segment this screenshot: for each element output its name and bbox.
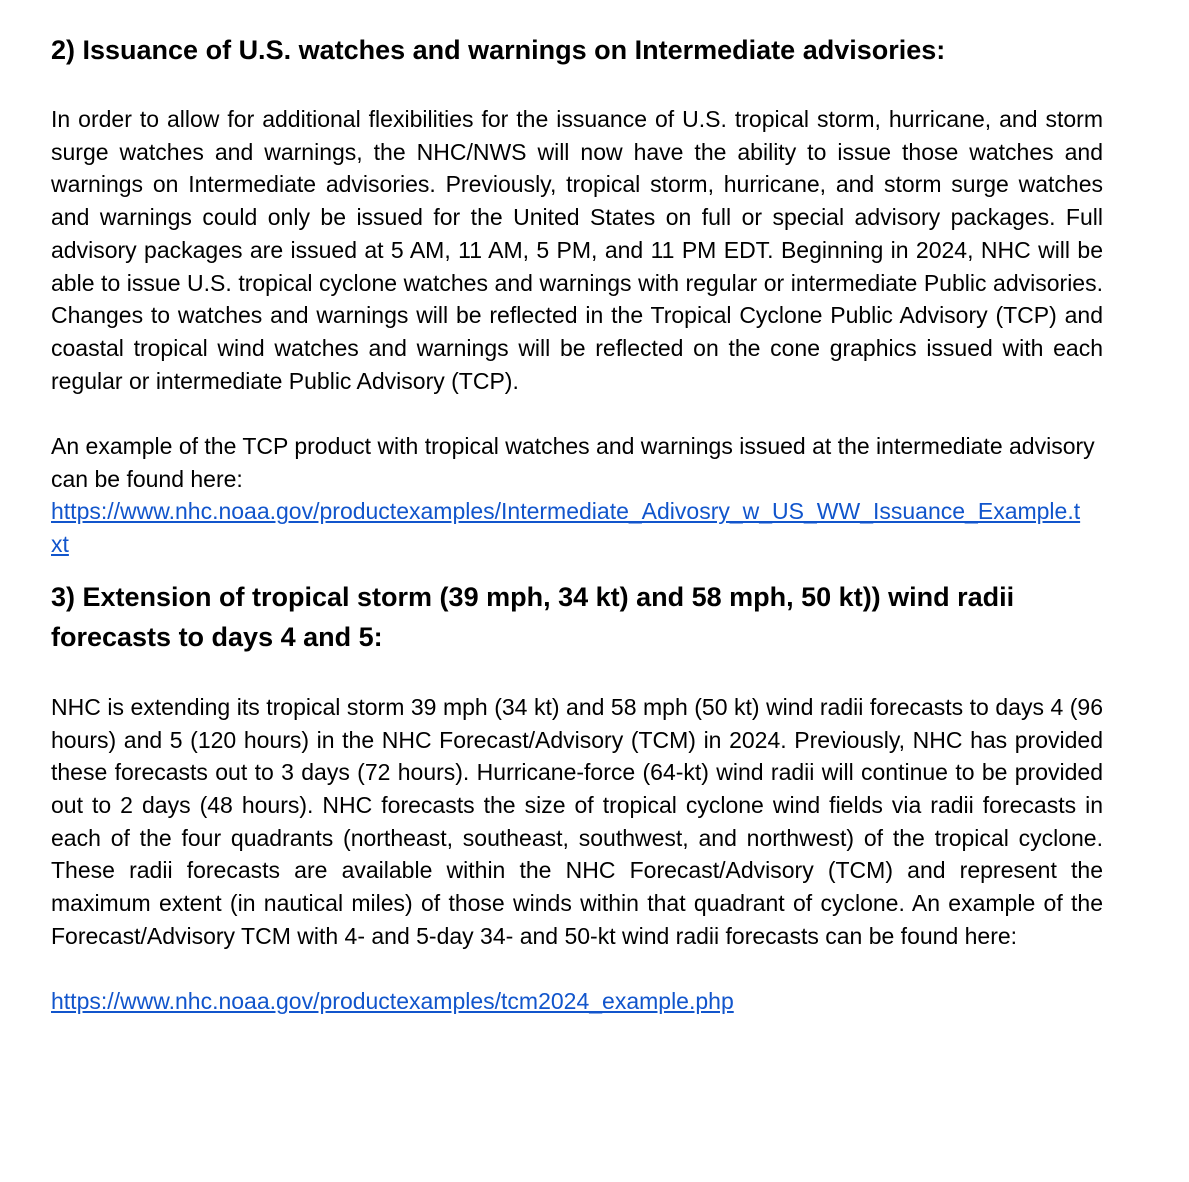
section3-paragraph-1: NHC is extending its tropical storm 39 mph (34 kt) and 58 mph (50 kt) wind radii forecasts to days 4 (96 hours) and 5 (120 hours) in the NHC Forecast/Advisory (TCM) in 2024. Previously, NHC has provided these forecasts out to 3 days (72 hours). Hurricane-force (64-kt) wind radii will continue to be provided out to 2 days (48 hours). NHC forecasts the size of tropical cyclone wind fields via radii forecasts in each of the four quadrants (northeast, southeast, southwest, and northwest) of the tropical cyclone. These radii forecasts are available within the NHC Forecast/Advisory (TCM) and represent the maximum extent (in nautical miles) of those winds within that quadrant of cyclone. An example of the Forecast/Advisory TCM with 4- and 5-day 34- and 50-kt wind radii forecasts can be found here: bbox=[51, 693, 1103, 949]
section3-example-link[interactable]: https://www.nhc.noaa.gov/productexamples/tcm2024_example.php bbox=[51, 988, 734, 1015]
section3-link-container bbox=[51, 985, 1103, 1018]
document-page bbox=[51, 30, 1103, 1018]
section2-heading: 2) Issuance of U.S. watches and warnings on Intermediate advisories: bbox=[51, 35, 946, 65]
section2-paragraph-2: An example of the TCP product with tropical watches and warnings issued at the intermediate advisory can be found here: bbox=[51, 433, 1095, 492]
section2-link-container bbox=[51, 495, 1091, 560]
section3-heading: 3) Extension of tropical storm (39 mph, 34 kt) and 58 mph, 50 kt)) wind radii forecasts to days 4 and 5: bbox=[51, 581, 1015, 652]
section2-example-link[interactable]: https://www.nhc.noaa.gov/productexamples/Intermediate_Adivosry_w_US_WW_Issuance_Example.txt bbox=[51, 498, 1081, 558]
section2-paragraph-1: In order to allow for additional flexibilities for the issuance of U.S. tropical storm, hurricane, and storm surge watches and warnings, the NHC/NWS will now have the ability to issue those watches and warnings on Intermediate advisories. Previously, tropical storm, hurricane, and storm surge watches and warnings could only be issued for the United States on full or special advisory packages. Full advisory packages are issued at 5 AM, 11 AM, 5 PM, and 11 PM EDT. Beginning in 2024, NHC will be able to issue U.S. tropical cyclone watches and warnings with regular or intermediate Public advisories. Changes to watches and warnings will be reflected in the Tropical Cyclone Public Advisory (TCP) and coastal tropical wind watches and warnings will be reflected on the cone graphics issued with each regular or intermediate Public Advisory (TCP). bbox=[51, 106, 1103, 394]
